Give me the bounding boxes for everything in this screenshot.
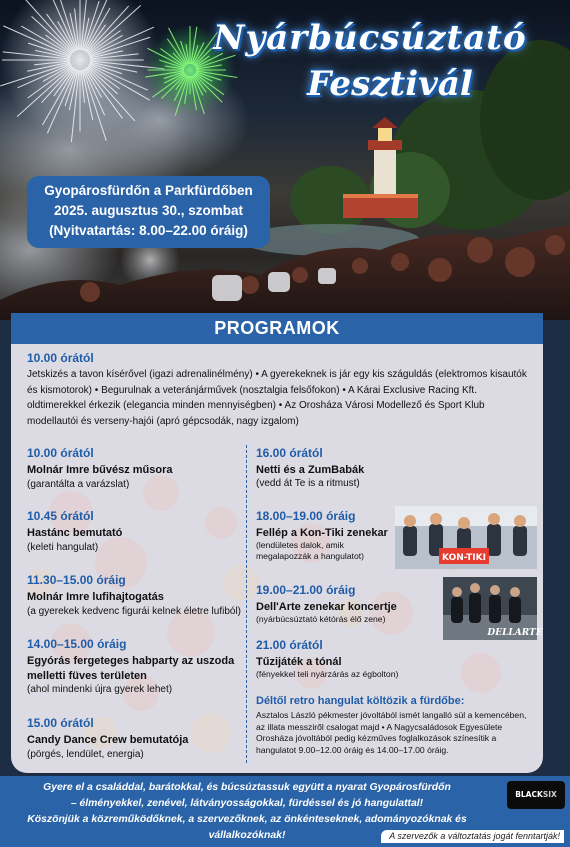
retro-section [256, 694, 536, 756]
program-item [27, 636, 242, 698]
sponsor-logo-a: BLACK [515, 790, 543, 799]
program-name: Molnár Imre bűvész műsora [27, 464, 173, 476]
program-item [256, 508, 396, 562]
program-item [27, 508, 242, 555]
program-desc: (a gyerekek kedvenc figurái kelnek életre lufiból) [27, 605, 241, 617]
title-line-2: Fesztivál [307, 64, 473, 104]
festival-title [175, 18, 565, 104]
program-time: 19.00–21.00 óráig [256, 583, 356, 597]
program-name: Hastánc bemutató [27, 527, 123, 539]
venue-info-box [27, 176, 270, 248]
morning-activities [27, 351, 533, 429]
program-desc: (nyárbúcsúztató kétórás élő zene) [256, 614, 386, 624]
program-name: Molnár Imre lufihajtogatás [27, 591, 164, 603]
program-name: Fellép a Kon-Tiki zenekar [256, 527, 388, 539]
opening-hours-line: (Nyitvatartás: 8.00–22.00 óráig) [49, 223, 248, 238]
disclaimer-note: A szervezők a változtatás jogát fenntartják! [381, 830, 564, 843]
morning-time: 10.00 órától [27, 351, 94, 365]
hero-photo [0, 0, 570, 320]
program-time: 14.00–15.00 óráig [27, 637, 127, 651]
program-time: 10.00 órától [27, 446, 94, 460]
program-time: 18.00–19.00 óráig [256, 509, 356, 523]
program-time: 21.00 órától [256, 638, 323, 652]
kon-tiki-band-photo [395, 506, 537, 569]
program-name: Egyórás fergeteges habparty az uszoda melletti füves területen [27, 655, 235, 682]
footer-line-1: Gyere el a családdal, barátokkal, és búcsúztassuk együtt a nyarat Gyopárosfürdőn [43, 782, 451, 793]
column-divider [246, 445, 247, 763]
program-desc: (garantálta a varázslat) [27, 478, 130, 490]
program-time: 10.45 órától [27, 509, 94, 523]
program-item [27, 572, 242, 619]
morning-description: Jetskizés a tavon kísérővel (igazi adrenalinélmény) • A gyerekeknek is jár egy kis száguldás (elektromos kisautók és kismotorok) • Begurulnak a veteránjárművek (nosztalgia felsőfokon) • A Kárai Exclusive Racing Kft. oldtimerekkel érkezik (elegancia minden mennyiségben) • Az Orosháza Városi Modellező és Sport Klub modellautói és verseny-hajói (apró gépcsodák, nagy izgalom) [27, 369, 527, 427]
program-name: Candy Dance Crew bemutatója [27, 734, 189, 746]
dellarte-logo: DELLARTE [487, 628, 543, 638]
program-item [256, 637, 456, 680]
programs-card [11, 313, 543, 773]
retro-heading: Déltől retro hangulat költözik a fürdőbe: [256, 695, 465, 707]
sponsor-logo-b: SIX [542, 790, 557, 799]
dellarte-band-photo [443, 577, 543, 640]
title-line-1: Nyárbúcsúztató [213, 18, 527, 58]
retro-description: Asztalos László pékmester jóvoltából ismét langalló sül a kemencében, az illata messziről csalogat majd • A Nagycsaládosok Egyesülete Orosháza jóvoltából pedig kézműves foglalkozások színesítik a hangulatot 9.00–12.00 óráig és 14.00–17.00 óráig. [256, 710, 527, 755]
program-desc: (pörgés, lendület, energia) [27, 748, 144, 760]
program-time: 15.00 órától [27, 716, 94, 730]
program-desc: (fényekkel teli nyárzárás az égbolton) [256, 669, 399, 679]
programs-content [11, 313, 543, 773]
program-name: Dell'Arte zenekar koncertje [256, 601, 397, 613]
program-time: 11.30–15.00 óráig [27, 573, 126, 587]
program-item [256, 445, 456, 491]
date-line: 2025. augusztus 30., szombat [53, 203, 244, 218]
program-desc: (ahol mindenki újra gyerek lehet) [27, 684, 173, 695]
program-desc: (keleti hangulat) [27, 541, 99, 553]
program-name: Tűzijáték a tónál [256, 656, 342, 668]
sponsor-logo [507, 781, 565, 809]
program-desc: (lendületes dalok, amik megalapozzák a hangulatot) [256, 540, 364, 561]
program-item [27, 445, 242, 492]
footer-line-2: – élményekkel, zenével, látványosságokkal, fürdéssel és jó hangulattal! [70, 798, 424, 809]
footer-line-3: Köszönjük a közreműködőknek, a szervezőknek, az önkénteseknek, adományozóknak és vállalkozóknak! [27, 814, 467, 841]
programs-heading: PROGRAMOK [11, 313, 543, 344]
program-time: 16.00 órától [256, 446, 323, 460]
program-item [256, 582, 436, 625]
program-item [27, 715, 242, 762]
venue-line: Gyopárosfürdőn a Parkfürdőben [44, 183, 253, 198]
program-name: Netti és a ZumBabák [256, 464, 365, 476]
kon-tiki-logo: KON-TIKI [442, 553, 486, 563]
program-desc: (vedd át Te is a ritmust) [256, 478, 360, 489]
